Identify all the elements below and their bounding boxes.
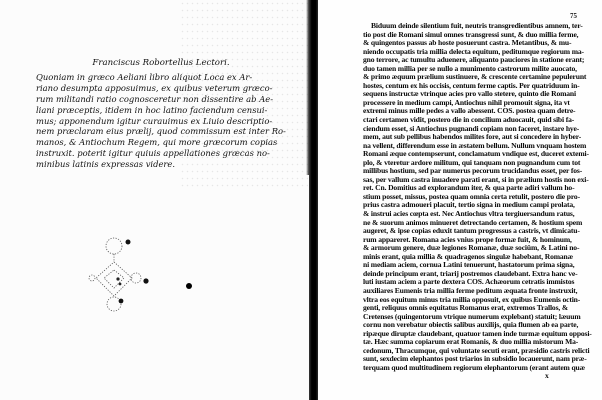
preface-line: minibus latinis expressas videre. [36,159,176,170]
text-line: Cretenses (quingentorum vtrique numerum explebant) statuit; læuum [363,312,581,321]
text-line: Biduum deinde silentium fuit, neutris transgredientibus amnem, ter- [371,22,583,30]
text-line: niendo occupatis tria millia delecta equitum, peditumque regiorum ma- [363,47,584,56]
preface-line: nem præclaram eius prælij, quod commissum est inter Ro- [36,126,286,137]
text-line: & armorum genere, duæ legiones Romanæ, duæ sociûm, & Latini no- [363,244,580,253]
preface-line: Quoniam in græco Aeliani libro aliquot Loca ex Ar- [36,71,253,82]
text-line: cornu non verebatur obiectis salibus auxilijs, quia flumen ab ea parte, [363,321,579,330]
text-line: na vellent, differendum esse in æstatem bellum. Nullum vnquam hostem [363,141,587,150]
text-line: & primo æquum prælium sustinuere, & crescente certamine pepulerunt [363,73,587,82]
text-line: auxiliares Eumenis tria millia ferme peditum æquata fronte instruxit, [363,286,578,295]
text-line: ciendum esset, si Antiochus pugnandi copiam non faceret, instare hye- [363,124,580,133]
text-line: stium posset, missus, postea quam omnia certa retulit, postero die pro- [363,192,580,201]
text-line: & quingentos passus ab hoste posuerunt castra. Metantibus, & mu- [363,39,572,48]
preface-line: riano desumpta apposuimus, ex quibus veterum græco- [36,82,273,93]
text-line: ne & suorum animos minueret detrectando certamen, & hostium spem [363,218,583,227]
livy-text [363,22,595,372]
preface-text [36,58,286,170]
preface-line: manos, & Antiochum Regem, qui more græcorum copias [36,137,278,148]
text-line: gno terrore, ac tumultu aduenere, aliquanto pauciores in statione erant; [363,56,585,65]
text-line: augeret, & ipse copias eduxit tantum progressus a castris, vt dimicatu- [363,227,580,236]
text-line: genti, reliquus omnis equitatus Romanus erat, extremos Trallos, & [363,304,569,313]
text-line: mem, aut sub pellibus habendos milites fore, aut si concedere in hyber- [363,133,582,142]
preface-line: rum militandi ratio cognosceretur non dissentire ab Ae- [36,93,274,104]
text-line: luti iustam aciem a parte dextera COS. Achæorum cetratis immistos [363,278,575,287]
page-number: 75 [570,12,577,20]
text-line: prius castra admoueri placuit, tertio signa in medium campi prolata, [363,201,575,210]
text-line: duo tamen millia per se nullo a munimento castrorum milite auocato, [363,64,577,73]
text-line: hostes, centum ex his occisis, centum ferme captis. Per quatriduum in- [363,81,580,90]
book-gutter [309,0,318,400]
preface-heading: Franciscus Robortellus Lectori. [92,58,230,68]
text-line: ret. Cn. Domitius ad explorandum iter, & qua parte adiri vallum ho- [363,184,575,193]
text-line: deinde principum erant, triarij postremos claudebant. Extra hanc ve- [363,269,578,278]
signature-mark: x [545,371,549,380]
text-line: tæ. Hæc summa copiarum erat Romanis, & duo millia mistorum Ma- [363,338,579,347]
preface-line: liani præceptis, itidem in hoc latino faciendum censui- [36,104,268,115]
text-line: rum appareret. Romana acies vnius prope formæ fuit, & hominum, [363,235,572,244]
text-line: extremi minus mille pedes a vallo abessent. COS. postea quam detre- [363,107,576,116]
text-line: millibus hostium, sed par numerus pecorum trucidandus esset, per fos- [363,167,583,176]
preface-line: mus; apponendum igitur curauimus ex Liuio descriptio- [36,115,273,126]
text-line: ni mediam aciem, cornua Latini tenuerunt, hastatorum prima signa, [363,261,575,270]
text-line: minis erant, quia millia & quadragenos singulæ habebant, Romanæ [363,252,573,261]
text-line: Romani æque contempserunt, conclamatum vndique est, duceret extemi- [363,150,589,159]
printer-ornament-icon [88,232,150,316]
text-line: & instrui acies cœpta est. Nec Antiochus vltra tergiuersandum ratus, [363,210,575,219]
text-line: ctari certamen vidit, postero die in concilium aduocauit, quid sibi fa- [363,116,575,125]
text-line: tio post die Romani simul omnes transgressi sunt, & duo millia ferme, [363,30,579,39]
text-line: processere in medium campi, Antiochus nihil promouit signa, ita vt [363,98,570,107]
text-line: sas, per vallum castra inuadere parati erant, si in prælium hostis non exi- [363,175,589,184]
preface-line: instruxit. poterit igitur quiuis appellationes græcas no- [36,148,270,159]
text-line: plo, & vteretur ardore militum, qui tanquam non pugnandum cum tot [363,158,581,167]
text-line: sequens instructæ vtrinque acies pro vallo stetere, quinto die Romani [363,90,576,99]
text-line: sunt, sexdecim elephantos post triarios in subsidio locauerunt, nam præ- [363,355,587,364]
text-line: terquam quod multitudinem regiorum elephantorum (erant autem quæ [363,363,585,372]
ink-dot [186,283,192,289]
text-line: ripæque diruptæ claudebant, quatuor tamen inde turmæ equitum opposi- [363,329,592,338]
text-line: vltra eos equitum minus tria millia opposuit, ex quibus Eumenis octin- [363,295,581,304]
text-line: cedonum, Thracumque, qui voluntate secuti erant, præsidio castris relicti [363,346,590,355]
